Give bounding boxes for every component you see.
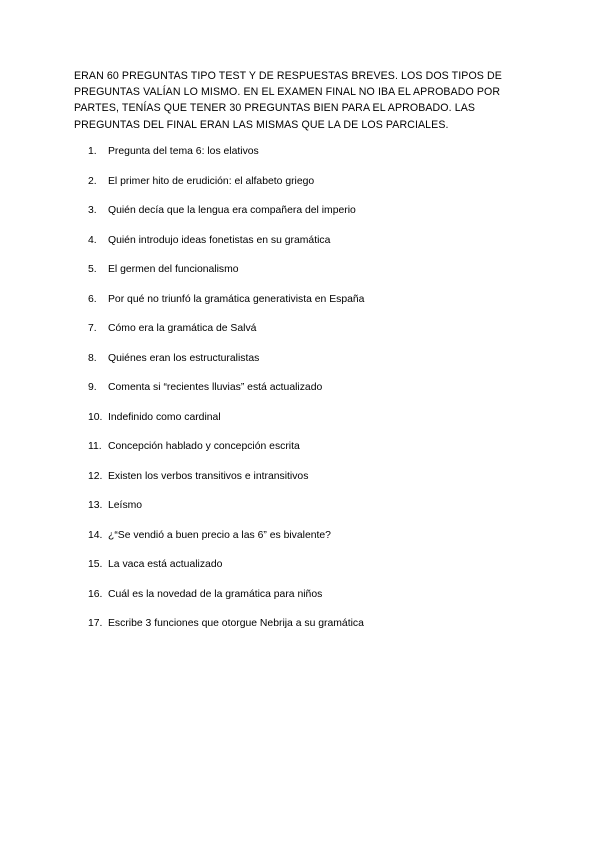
question-text: ¿“Se vendió a buen precio a las 6” es bivalente? <box>108 529 331 541</box>
question-number: 4. <box>88 234 97 246</box>
question-text: Escribe 3 funciones que otorgue Nebrija a su gramática <box>108 618 364 629</box>
question-number: 13. <box>88 500 103 511</box>
question-text: Quién decía que la lengua era compañera del imperio <box>108 205 356 216</box>
question-item <box>74 351 526 381</box>
question-item <box>74 292 526 322</box>
question-text: Leísmo <box>108 500 143 511</box>
question-text: La vaca está actualizado <box>108 559 223 570</box>
question-item <box>74 144 526 174</box>
question-text: Indefinido como cardinal <box>108 411 221 423</box>
question-list <box>74 144 526 646</box>
question-text: Cuál es la novedad de la gramática para niños <box>108 588 323 600</box>
question-number: 7. <box>88 323 97 334</box>
question-number: 9. <box>88 382 97 393</box>
question-text: El germen del funcionalismo <box>108 264 239 275</box>
question-number: 8. <box>88 352 97 364</box>
question-text: Por qué no triunfó la gramática generativista en España <box>108 293 365 305</box>
question-item <box>74 557 526 587</box>
question-number: 2. <box>88 175 97 187</box>
question-item <box>74 498 526 528</box>
question-number: 11. <box>88 441 102 452</box>
question-item <box>74 262 526 292</box>
question-item <box>74 233 526 263</box>
question-number: 5. <box>88 264 97 275</box>
question-number: 3. <box>88 205 97 216</box>
question-text: Quién introdujo ideas fonetistas en su gramática <box>108 234 331 246</box>
question-item <box>74 587 526 617</box>
question-item <box>74 321 526 351</box>
question-text: Pregunta del tema 6: los elativos <box>108 146 259 157</box>
question-text: Existen los verbos transitivos e intransitivos <box>108 470 309 482</box>
question-number: 16. <box>88 588 103 600</box>
question-item <box>74 174 526 204</box>
intro-paragraph: ERAN 60 PREGUNTAS TIPO TEST Y DE RESPUESTAS BREVES. LOS DOS TIPOS DE PREGUNTAS VALÍAN LO MISMO. EN EL EXAMEN FINAL NO IBA EL APROBADO POR PARTES, TENÍAS QUE TENER 30 PREGUNTAS BIEN PARA EL APROBADO. LAS PREGUNTAS DEL FINAL ERAN LAS MISMAS QUE LA DE LOS PARCIALES. <box>74 70 502 131</box>
question-number: 10. <box>88 411 103 423</box>
question-item <box>74 528 526 558</box>
question-item <box>74 469 526 499</box>
question-item <box>74 410 526 440</box>
question-number: 12. <box>88 470 103 482</box>
question-item <box>74 439 526 469</box>
question-text: Concepción hablado y concepción escrita <box>108 441 300 452</box>
question-text: Comenta si “recientes lluvias” está actualizado <box>108 382 323 393</box>
question-item <box>74 203 526 233</box>
question-number: 15. <box>88 559 103 570</box>
question-text: Quiénes eran los estructuralistas <box>108 352 260 364</box>
question-number: 17. <box>88 618 103 629</box>
question-item <box>74 380 526 410</box>
question-number: 6. <box>88 293 97 305</box>
question-text: El primer hito de erudición: el alfabeto griego <box>108 175 315 187</box>
question-number: 1. <box>88 146 97 157</box>
question-text: Cómo era la gramática de Salvá <box>108 323 257 334</box>
question-number: 14. <box>88 529 103 541</box>
question-item <box>74 616 526 646</box>
